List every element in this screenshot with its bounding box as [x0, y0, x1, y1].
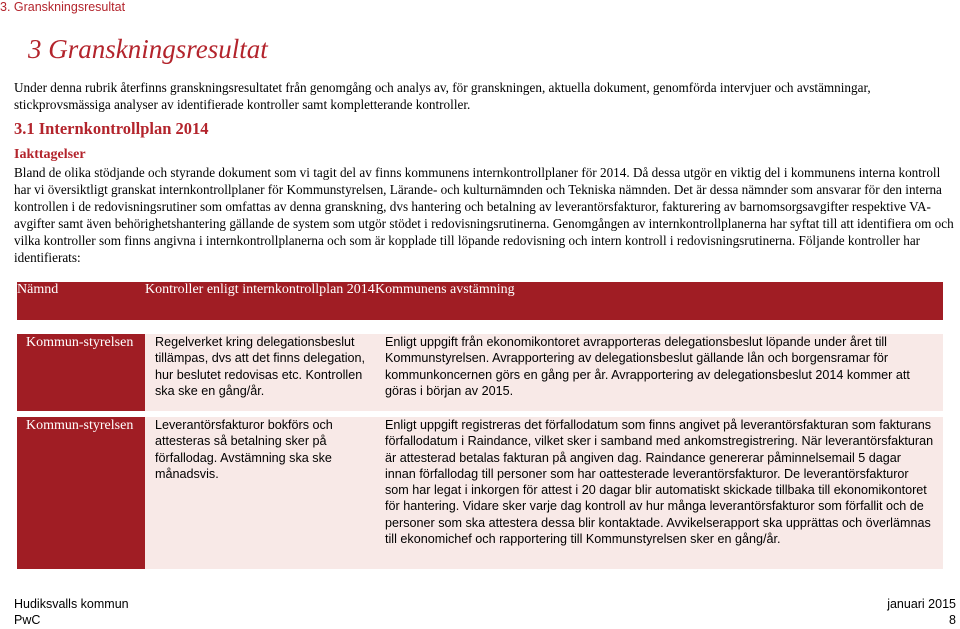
- footer-date: januari 2015: [887, 597, 956, 611]
- intro-paragraph: Under denna rubrik återfinns granskningsresultatet från genomgång och analys av, för granskningen, aktuella dokument, genomförda intervjuer och avstämningar, stickprovsmässiga analyser av identifierade kontroller samt kompletterande kontroller.: [14, 80, 871, 112]
- footer-page-number: 8: [949, 613, 956, 627]
- column-header-namnd: Nämnd: [17, 282, 145, 320]
- table-row: [17, 417, 943, 569]
- cell-namnd: Kommun-styrelsen: [17, 417, 145, 569]
- controls-table: [17, 282, 943, 569]
- table-header-row: [17, 282, 943, 320]
- observations-paragraph: Bland de olika stödjande och styrande dokument som vi tagit del av finns kommunens internkontrollplaner för 2014. Då dessa utgör en viktig del i kommunens interna kontroll har vi översiktligt granskat internkontrollplaner för Kommunstyrelsen, Lärande- och kulturnämnden och Tekniska nämnden. Det är dessa nämnder som ansvarar för den interna kontrollen i de redovisningsrutiner som omfattas av denna granskning, dvs hantering och betalning av leverantörsfakturor, fakturering av barnomsorgsavgifter respektive VA-avgifter samt även behörighetshantering gällande de system som utgör stödet i redovisningsrutinerna. Genomgången av internkontrollplanerna har syftat till att identifiera om och vilka kontroller som finns angivna i internkontrollplanerna och som är kopplade till löpande redovisning och intern kontroll i redovisningsrutinerna. Följande kontroller har identifierats:: [14, 165, 954, 265]
- cell-avstamning: Enligt uppgift från ekonomikontoret avrapporteras delegationsbeslut löpande under året till Kommunstyrelsen. Avrapportering av delegationsbeslut gällande lån och borgensramar för kommunkoncernen görs en gång per år. Avrapportering av delegationsbeslut 2014 kommer att göras i början av 2015.: [375, 334, 943, 411]
- section-heading: 3.1 Internkontrollplan 2014: [14, 119, 209, 138]
- footer-org: Hudiksvalls kommun: [14, 597, 129, 611]
- cell-kontroll: Regelverket kring delegationsbeslut tillämpas, dvs att det finns delegation, hur beslutet redovisas etc. Kontrollen ska ske en gång/år.: [145, 334, 375, 411]
- column-header-kontroller: Kontroller enligt internkontrollplan 2014: [145, 282, 375, 320]
- cell-namnd: Kommun-styrelsen: [17, 334, 145, 411]
- sub-heading: Iakttagelser: [14, 147, 86, 162]
- table-row: [17, 334, 943, 411]
- running-header: 3. Granskningsresultat: [0, 0, 126, 14]
- page-title: 3 Granskningsresultat: [28, 34, 268, 64]
- column-header-avstamning: Kommunens avstämning: [375, 282, 943, 320]
- cell-avstamning: Enligt uppgift registreras det förfallodatum som finns angivet på leverantörsfakturan som fakturans förfallodatum i Raindance, vilket sker i samband med ankomstregistrering. När leverantörsfakturan är attesterad betalas fakturan på angiven dag. Raindance genererar påminnelsemail 5 dagar innan förfallodag till personer som har oattesterade leverantörsfakturor. De leverantörsfakturor som har legat i inkorgen för attest i 20 dagar blir automatiskt skickade tillbaka till ekonomikontoret för hantering. Vidare sker varje dag kontroll av hur många leverantörsfakturor som förfallit och de personer som ska attestera dessa blir kontaktade. Avvikelserapport ska upprättas och överlämnas till ekonomichef och rapportering till Kommunstyrelsen sker en gång/år.: [375, 417, 943, 569]
- cell-kontroll: Leverantörsfakturor bokförs och attesteras så betalning sker på förfallodag. Avstämning ska ske månadsvis.: [145, 417, 375, 569]
- footer-firm: PwC: [14, 613, 41, 627]
